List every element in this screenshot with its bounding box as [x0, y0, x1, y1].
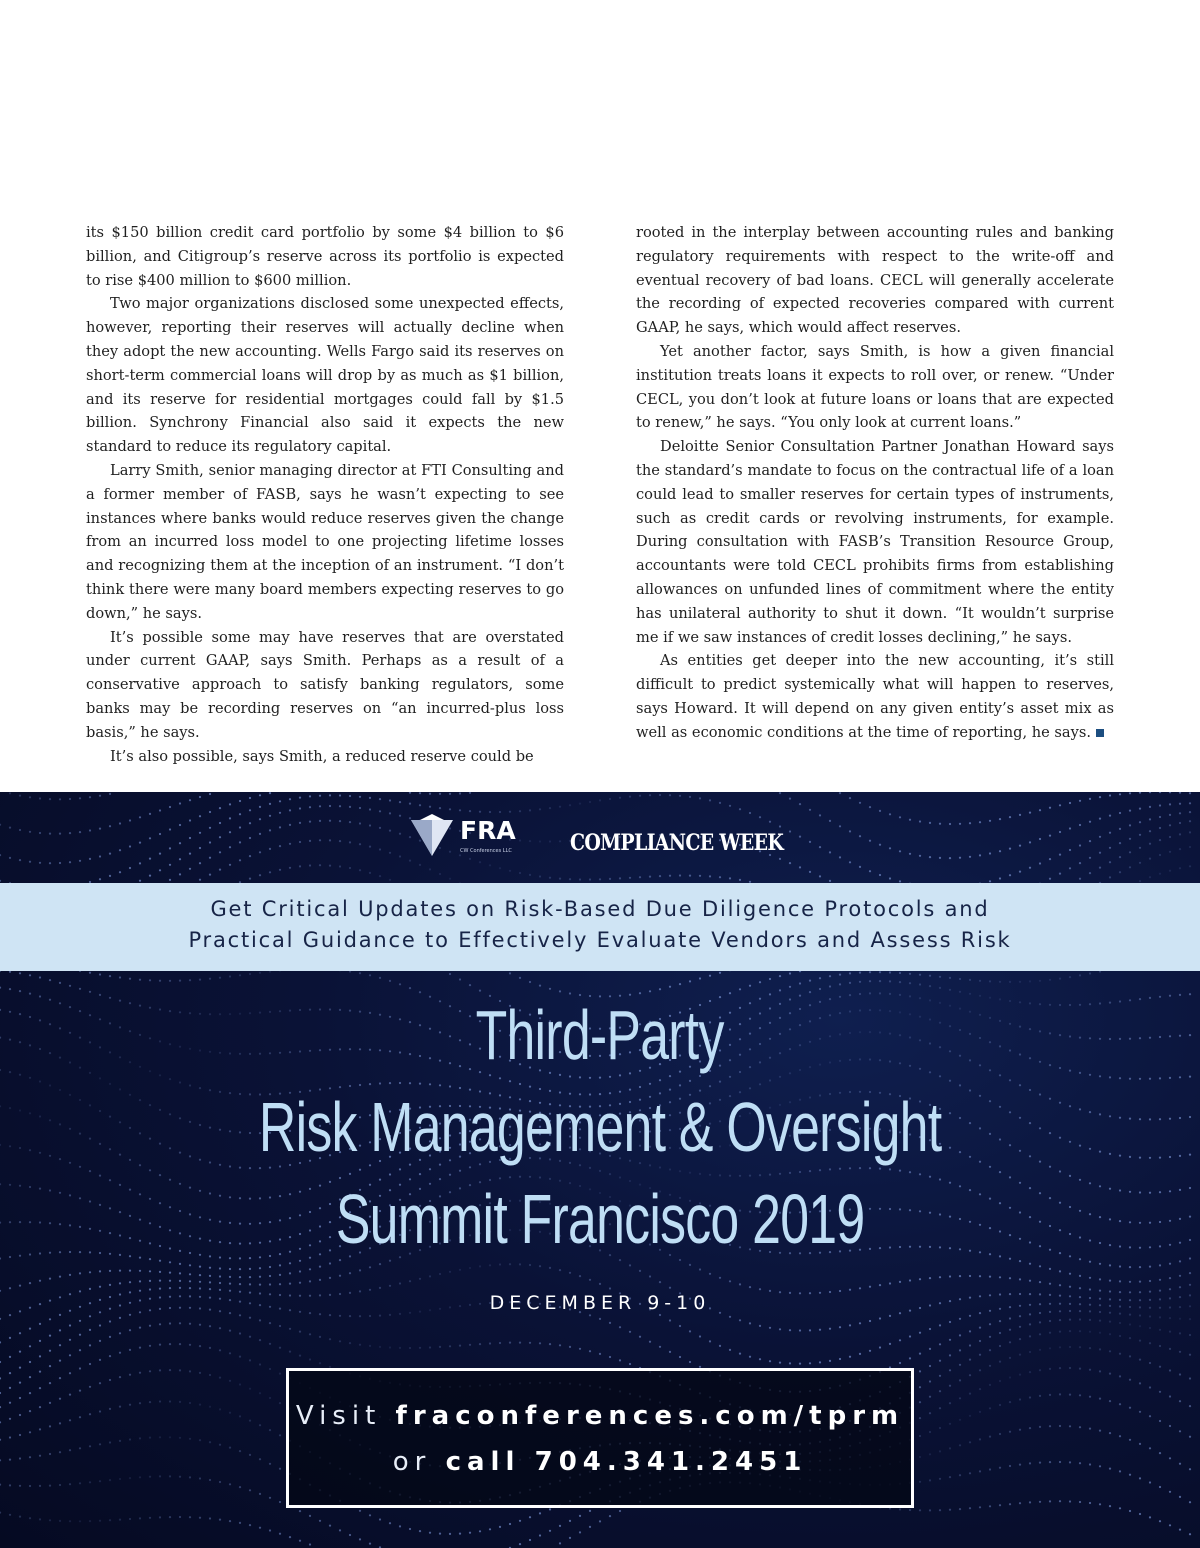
article-paragraph: its $150 billion credit card portfolio by some $4 billion to $6 billion, and Citigroup’s reserve across its portfolio is expected to rise $400 million to $600 million. [86, 224, 564, 289]
article-column-left [86, 221, 564, 768]
cta-url-link[interactable]: fraconferences.com/tprm [395, 1401, 905, 1431]
event-title-text: Risk Management & Oversight [258, 1088, 942, 1166]
article-paragraph: Larry Smith, senior managing director at FTI Consulting and a former member of FASB, says he wasn’t expecting to see instances where banks would reduce reserves given the change from an incurred loss model to one projecting lifetime losses and recognizing them at the inception of an instrument. “I don’t think there were many board members expecting reserves to go down,” he says. [86, 461, 564, 622]
cta-phone-link[interactable]: 704.341.2451 [534, 1447, 808, 1477]
article-paragraph: Yet another factor, says Smith, is how a given financial institution treats loans it expects to roll over, or renew. “Under CECL, you don’t look at future loans or loans that are expected to renew,” he says. “You only look at current loans.” [636, 342, 1114, 432]
sponsor-logos [0, 810, 1200, 860]
diamond-icon [408, 812, 456, 858]
fra-logo-text: FRA [460, 816, 516, 845]
article-paragraph: Two major organizations disclosed some unexpected effects, however, reporting their reserves will actually decline when they adopt the new accounting. Wells Fargo said its reserves on short-term commercial loans will drop by as much as $1 billion, and its reserve for residential mortgages could fall by $1.5 billion. Synchrony Financial also said it expects the new standard to reduce its regulatory capital. [86, 295, 564, 456]
article-paragraph: rooted in the interplay between accounting rules and banking regulatory requirements with respect to the write-off and eventual recovery of bad loans. CECL will generally accelerate the recording of expected recoveries compared with current GAAP, he says, which would affect reserves. [636, 224, 1114, 337]
article-paragraph-text: As entities get deeper into the new accounting, it’s still difficult to predict systemically what will happen to reserves, says Howard. It will depend on any given entity’s asset mix as well as economic conditions at the time of reporting, he says. [636, 652, 1114, 741]
cta-call-line [289, 1447, 911, 1477]
compliance-week-logo: COMPLIANCE WEEK [570, 830, 784, 856]
cta-or-label: or [392, 1447, 432, 1477]
event-title-line-2 [0, 1087, 1200, 1167]
banner-line-2: Practical Guidance to Effectively Evaluate Vendors and Assess Risk [188, 928, 1012, 952]
banner-line-1: Get Critical Updates on Risk-Based Due Diligence Protocols and [210, 897, 990, 921]
article-paragraph: It’s also possible, says Smith, a reduced reserve could be [110, 747, 534, 765]
event-title-text: Third-Party [475, 996, 725, 1074]
event-title-line-1 [0, 995, 1200, 1075]
article-column-right [636, 221, 1114, 745]
article-paragraph-last [636, 649, 1114, 744]
conference-advertisement[interactable] [0, 792, 1200, 1548]
event-title-line-3 [0, 1179, 1200, 1259]
article-paragraph: Deloitte Senior Consultation Partner Jonathan Howard says the standard’s mandate to focus on the contractual life of a loan could lead to smaller reserves for certain types of instruments, such as credit cards or revolving instruments, for example. During consultation with FASB’s Transition Resource Group, accountants were told CECL prohibits firms from establishing allowances on unfunded lines of commitment where the entity has unilateral authority to shut it down. “It wouldn’t surprise me if we saw instances of credit losses declining,” he says. [636, 438, 1114, 646]
event-title-text: Summit Francisco 2019 [335, 1180, 865, 1258]
headline-banner [0, 883, 1200, 971]
cta-call-label: call [445, 1447, 521, 1477]
cta-visit-label: Visit [295, 1401, 382, 1431]
fra-logo [408, 812, 524, 860]
end-of-article-mark [1096, 729, 1104, 737]
fra-logo-subtext: CW Conferences LLC [460, 848, 512, 854]
article-paragraph: It’s possible some may have reserves that are overstated under current GAAP, says Smith. Perhaps as a result of a conservative approach to satisfy banking regulators, some banks may be recording reserves on “an incurred-plus loss basis,” he says. [86, 628, 564, 741]
call-to-action-box[interactable] [286, 1368, 914, 1508]
article-body [86, 221, 1114, 765]
event-date: DECEMBER 9-10 [489, 1292, 711, 1314]
cta-visit-line [289, 1401, 911, 1431]
